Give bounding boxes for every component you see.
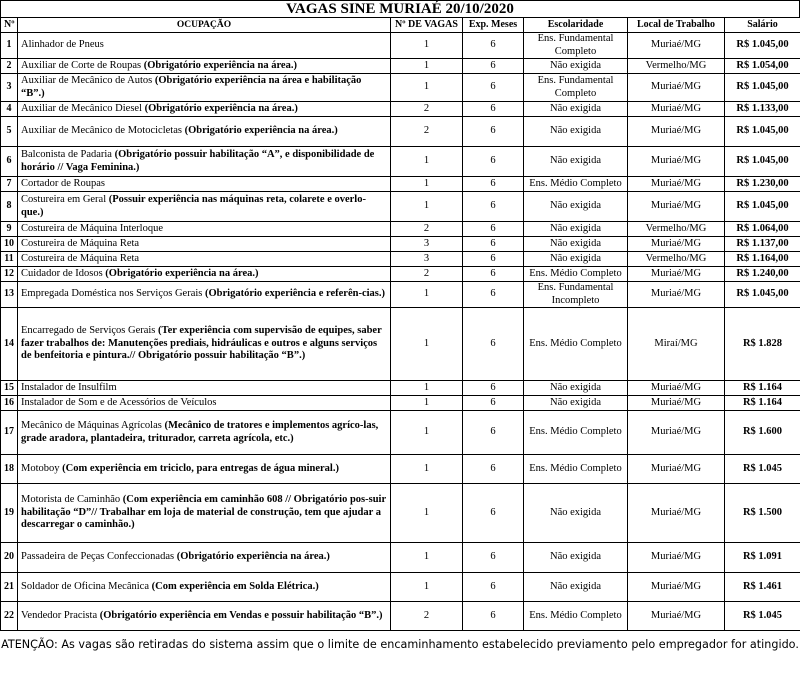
experience-months: 6	[463, 282, 524, 308]
vacancies-count: 1	[391, 59, 463, 74]
work-location: Muriaé/MG	[628, 102, 725, 117]
work-location: Muriaé/MG	[628, 74, 725, 102]
education-level: Ens. Médio Completo	[524, 411, 628, 455]
occupation-cell	[18, 237, 391, 252]
occupation-cell	[18, 308, 391, 381]
salary: R$ 1.133,00	[725, 102, 800, 117]
experience-months: 6	[463, 396, 524, 411]
experience-months: 6	[463, 192, 524, 222]
education-level: Não exigida	[524, 484, 628, 543]
work-location: Muriaé/MG	[628, 117, 725, 147]
education-level: Ens. Médio Completo	[524, 267, 628, 282]
work-location: Muriaé/MG	[628, 411, 725, 455]
work-location: Muriaé/MG	[628, 267, 725, 282]
occupation-cell	[18, 102, 391, 117]
vacancies-count: 1	[391, 455, 463, 484]
experience-months: 6	[463, 411, 524, 455]
table-row	[1, 455, 800, 484]
row-number: 14	[1, 308, 18, 381]
occupation-title: Auxiliar de Mecânico Diesel	[21, 102, 142, 114]
table-row	[1, 237, 800, 252]
education-level: Não exigida	[524, 102, 628, 117]
work-location: Vermelho/MG	[628, 222, 725, 237]
table-row	[1, 117, 800, 147]
occupation-requirements: (Obrigatório experiência na área.)	[144, 102, 298, 114]
occupation-requirements: (Com experiência em triciclo, para entregas de água mineral.)	[62, 462, 339, 474]
occupation-title: Empregada Doméstica nos Serviços Gerais	[21, 288, 203, 300]
row-number: 17	[1, 411, 18, 455]
occupation-cell	[18, 484, 391, 543]
education-level: Ens. Fundamental Completo	[524, 33, 628, 59]
vacancies-count: 2	[391, 267, 463, 282]
work-location: Miraí/MG	[628, 308, 725, 381]
occupation-cell	[18, 455, 391, 484]
education-level: Não exigida	[524, 252, 628, 267]
occupation-cell	[18, 282, 391, 308]
table-row	[1, 484, 800, 543]
salary: R$ 1.045,00	[725, 147, 800, 177]
occupation-requirements: (Obrigatório experiência na área.)	[176, 551, 330, 563]
occupation-title: Encarregado de Serviços Gerais	[21, 325, 156, 337]
vacancies-count: 1	[391, 396, 463, 411]
occupation-title: Instalador de Som e de Acessórios de Veículos	[21, 396, 217, 408]
row-number: 19	[1, 484, 18, 543]
occupation-cell	[18, 381, 391, 396]
table-row	[1, 282, 800, 308]
experience-months: 6	[463, 455, 524, 484]
table-row	[1, 59, 800, 74]
occupation-requirements: (Com experiência em Solda Elétrica.)	[151, 580, 319, 592]
occupation-title: Instalador de Insulfilm	[21, 381, 117, 393]
experience-months: 6	[463, 117, 524, 147]
salary: R$ 1.045,00	[725, 192, 800, 222]
education-level: Não exigida	[524, 381, 628, 396]
salary: R$ 1.600	[725, 411, 800, 455]
salary: R$ 1.091	[725, 543, 800, 573]
salary: R$ 1.045,00	[725, 33, 800, 59]
table-row	[1, 381, 800, 396]
salary: R$ 1.045,00	[725, 117, 800, 147]
attention-note: ATENÇÃO: As vagas são retiradas do sistema assim que o limite de encaminhamento estabelecido previamento pelo empregador for atingido.	[1, 638, 799, 651]
vacancies-count: 1	[391, 177, 463, 192]
occupation-requirements: (Com experiência em caminhão 608 // Obrigatório pos-suir habilitação “D”// Trabalhar em loja de material de construção, tem que ajudar a descarregar o caminhão.)	[21, 494, 386, 531]
occupation-requirements: (Obrigatório experiência na área e habilitação “B”.)	[21, 75, 362, 99]
table-row	[1, 33, 800, 59]
education-level: Ens. Fundamental Completo	[524, 74, 628, 102]
work-location: Muriaé/MG	[628, 282, 725, 308]
vacancies-table	[0, 17, 800, 631]
salary: R$ 1.461	[725, 573, 800, 602]
occupation-title: Mecânico de Máquinas Agrícolas	[21, 420, 162, 431]
occupation-cell	[18, 252, 391, 267]
vacancies-count: 1	[391, 484, 463, 543]
table-row	[1, 222, 800, 237]
education-level: Não exigida	[524, 147, 628, 177]
work-location: Muriaé/MG	[628, 484, 725, 543]
occupation-title: Costureira de Máquina Reta	[21, 237, 140, 249]
header-exp: Exp. Meses	[463, 18, 524, 33]
experience-months: 6	[463, 267, 524, 282]
occupation-cell	[18, 267, 391, 282]
work-location: Muriaé/MG	[628, 237, 725, 252]
occupation-title: Alinhador de Pneus	[21, 39, 104, 51]
vacancies-count: 2	[391, 117, 463, 147]
experience-months: 6	[463, 543, 524, 573]
occupation-title: Passadeira de Peças Confeccionadas	[21, 551, 175, 563]
salary: R$ 1.045	[725, 455, 800, 484]
occupation-cell	[18, 573, 391, 602]
table-row	[1, 177, 800, 192]
table-row	[1, 308, 800, 381]
table-row	[1, 411, 800, 455]
occupation-requirements: (Obrigatório possuir habilitação “A”, e disponibilidade de horário // Vaga Feminina.)	[21, 149, 375, 173]
table-row	[1, 267, 800, 282]
experience-months: 6	[463, 381, 524, 396]
work-location: Muriaé/MG	[628, 455, 725, 484]
row-number: 1	[1, 33, 18, 59]
occupation-cell	[18, 117, 391, 147]
occupation-cell	[18, 177, 391, 192]
experience-months: 6	[463, 74, 524, 102]
header-salario: Salário	[725, 18, 800, 33]
education-level: Não exigida	[524, 222, 628, 237]
work-location: Muriaé/MG	[628, 192, 725, 222]
occupation-title: Motoboy	[21, 462, 60, 474]
salary: R$ 1.828	[725, 308, 800, 381]
education-level: Não exigida	[524, 117, 628, 147]
table-row	[1, 102, 800, 117]
occupation-title: Costureira em Geral	[21, 194, 107, 205]
salary: R$ 1.045,00	[725, 74, 800, 102]
education-level: Ens. Médio Completo	[524, 455, 628, 484]
work-location: Muriaé/MG	[628, 177, 725, 192]
work-location: Muriaé/MG	[628, 543, 725, 573]
document-title: VAGAS SINE MURIAÉ 20/10/2020	[0, 0, 800, 17]
salary: R$ 1.164	[725, 396, 800, 411]
vacancies-count: 1	[391, 33, 463, 59]
experience-months: 6	[463, 33, 524, 59]
header-ocupacao: OCUPAÇÃO	[18, 18, 391, 33]
work-location: Vermelho/MG	[628, 59, 725, 74]
experience-months: 6	[463, 308, 524, 381]
table-header-row	[1, 18, 800, 33]
salary: R$ 1.164,00	[725, 252, 800, 267]
row-number: 9	[1, 222, 18, 237]
salary: R$ 1.064,00	[725, 222, 800, 237]
salary: R$ 1.240,00	[725, 267, 800, 282]
occupation-title: Motorista de Caminhão	[21, 494, 121, 506]
header-local: Local de Trabalho	[628, 18, 725, 33]
occupation-title: Auxiliar de Corte de Roupas	[21, 59, 142, 71]
salary: R$ 1.137,00	[725, 237, 800, 252]
experience-months: 6	[463, 222, 524, 237]
occupation-requirements: (Ter experiência com supervisão de equipes, saber fazer trabalhos de: Manutenções prediais, hidráulicas e outros e alguns serviços de benfeitoria e pintura.// Obrigatório possuir habilitação “B”.)	[21, 325, 382, 362]
salary: R$ 1.045,00	[725, 282, 800, 308]
vacancies-count: 2	[391, 102, 463, 117]
salary: R$ 1.054,00	[725, 59, 800, 74]
experience-months: 6	[463, 602, 524, 631]
occupation-cell	[18, 147, 391, 177]
education-level: Ens. Médio Completo	[524, 602, 628, 631]
row-number: 2	[1, 59, 18, 74]
header-num: Nº	[1, 18, 18, 33]
occupation-cell	[18, 411, 391, 455]
experience-months: 6	[463, 177, 524, 192]
work-location: Muriaé/MG	[628, 147, 725, 177]
occupation-title: Costureira de Máquina Reta	[21, 252, 140, 264]
row-number: 20	[1, 543, 18, 573]
row-number: 18	[1, 455, 18, 484]
vacancies-count: 2	[391, 222, 463, 237]
education-level: Não exigida	[524, 573, 628, 602]
occupation-title: Soldador de Oficina Mecânica	[21, 580, 149, 592]
vacancies-count: 3	[391, 252, 463, 267]
vacancies-count: 1	[391, 573, 463, 602]
experience-months: 6	[463, 102, 524, 117]
occupation-title: Auxiliar de Mecânico de Autos	[21, 75, 153, 86]
table-row	[1, 396, 800, 411]
education-level: Ens. Médio Completo	[524, 177, 628, 192]
row-number: 21	[1, 573, 18, 602]
education-level: Não exigida	[524, 543, 628, 573]
occupation-title: Vendedor Pracista	[21, 609, 98, 621]
row-number: 22	[1, 602, 18, 631]
occupation-cell	[18, 543, 391, 573]
header-vagas: Nº DE VAGAS	[391, 18, 463, 33]
row-number: 10	[1, 237, 18, 252]
occupation-requirements: (Obrigatório experiência na área.)	[143, 59, 297, 71]
row-number: 13	[1, 282, 18, 308]
row-number: 8	[1, 192, 18, 222]
vacancies-count: 1	[391, 282, 463, 308]
vacancies-count: 1	[391, 147, 463, 177]
table-row	[1, 192, 800, 222]
vacancies-count: 1	[391, 74, 463, 102]
experience-months: 6	[463, 484, 524, 543]
table-row	[1, 602, 800, 631]
row-number: 4	[1, 102, 18, 117]
occupation-requirements: (Obrigatório experiência na área.)	[105, 267, 259, 279]
table-row	[1, 252, 800, 267]
salary: R$ 1.500	[725, 484, 800, 543]
row-number: 16	[1, 396, 18, 411]
occupation-requirements: (Possuir experiência nas máquinas reta, colarete e overlo-que.)	[21, 194, 366, 218]
row-number: 15	[1, 381, 18, 396]
occupation-title: Auxiliar de Mecânico de Motocicletas	[21, 125, 182, 137]
header-escolaridade: Escolaridade	[524, 18, 628, 33]
row-number: 3	[1, 74, 18, 102]
row-number: 12	[1, 267, 18, 282]
occupation-cell	[18, 59, 391, 74]
experience-months: 6	[463, 252, 524, 267]
table-row	[1, 147, 800, 177]
occupation-cell	[18, 192, 391, 222]
vacancies-count: 1	[391, 192, 463, 222]
row-number: 6	[1, 147, 18, 177]
salary: R$ 1.045	[725, 602, 800, 631]
table-body	[1, 33, 800, 631]
experience-months: 6	[463, 147, 524, 177]
occupation-title: Cuidador de Idosos	[21, 267, 103, 279]
salary: R$ 1.164	[725, 381, 800, 396]
occupation-requirements: (Mecânico de tratores e implementos agríco-las, grade aradora, plantadeira, triturador, carreta agrícola, etc.)	[21, 420, 379, 444]
work-location: Muriaé/MG	[628, 602, 725, 631]
occupation-requirements: (Obrigatório experiência e referên-cias.)	[205, 288, 385, 300]
vacancies-count: 1	[391, 543, 463, 573]
education-level: Não exigida	[524, 192, 628, 222]
occupation-title: Costureira de Máquina Interloque	[21, 222, 163, 234]
occupation-cell	[18, 222, 391, 237]
education-level: Não exigida	[524, 396, 628, 411]
education-level: Não exigida	[524, 59, 628, 74]
work-location: Vermelho/MG	[628, 252, 725, 267]
occupation-requirements: (Obrigatório experiência em Vendas e possuir habilitação “B”.)	[99, 609, 383, 621]
vacancies-count: 1	[391, 381, 463, 396]
work-location: Muriaé/MG	[628, 33, 725, 59]
row-number: 7	[1, 177, 18, 192]
experience-months: 6	[463, 237, 524, 252]
education-level: Ens. Médio Completo	[524, 308, 628, 381]
occupation-requirements: (Obrigatório experiência na área.)	[184, 125, 338, 137]
experience-months: 6	[463, 59, 524, 74]
table-row	[1, 573, 800, 602]
vacancies-count: 1	[391, 411, 463, 455]
vacancies-count: 2	[391, 602, 463, 631]
row-number: 5	[1, 117, 18, 147]
table-row	[1, 543, 800, 573]
occupation-title: Balconista de Padaria	[21, 149, 112, 160]
work-location: Muriaé/MG	[628, 396, 725, 411]
occupation-cell	[18, 33, 391, 59]
vacancies-count: 3	[391, 237, 463, 252]
table-row	[1, 74, 800, 102]
work-location: Muriaé/MG	[628, 381, 725, 396]
row-number: 11	[1, 252, 18, 267]
salary: R$ 1.230,00	[725, 177, 800, 192]
occupation-cell	[18, 74, 391, 102]
education-level: Ens. Fundamental Incompleto	[524, 282, 628, 308]
experience-months: 6	[463, 573, 524, 602]
education-level: Não exigida	[524, 237, 628, 252]
vacancies-count: 1	[391, 308, 463, 381]
occupation-cell	[18, 602, 391, 631]
work-location: Muriaé/MG	[628, 573, 725, 602]
occupation-cell	[18, 396, 391, 411]
occupation-title: Cortador de Roupas	[21, 177, 105, 189]
